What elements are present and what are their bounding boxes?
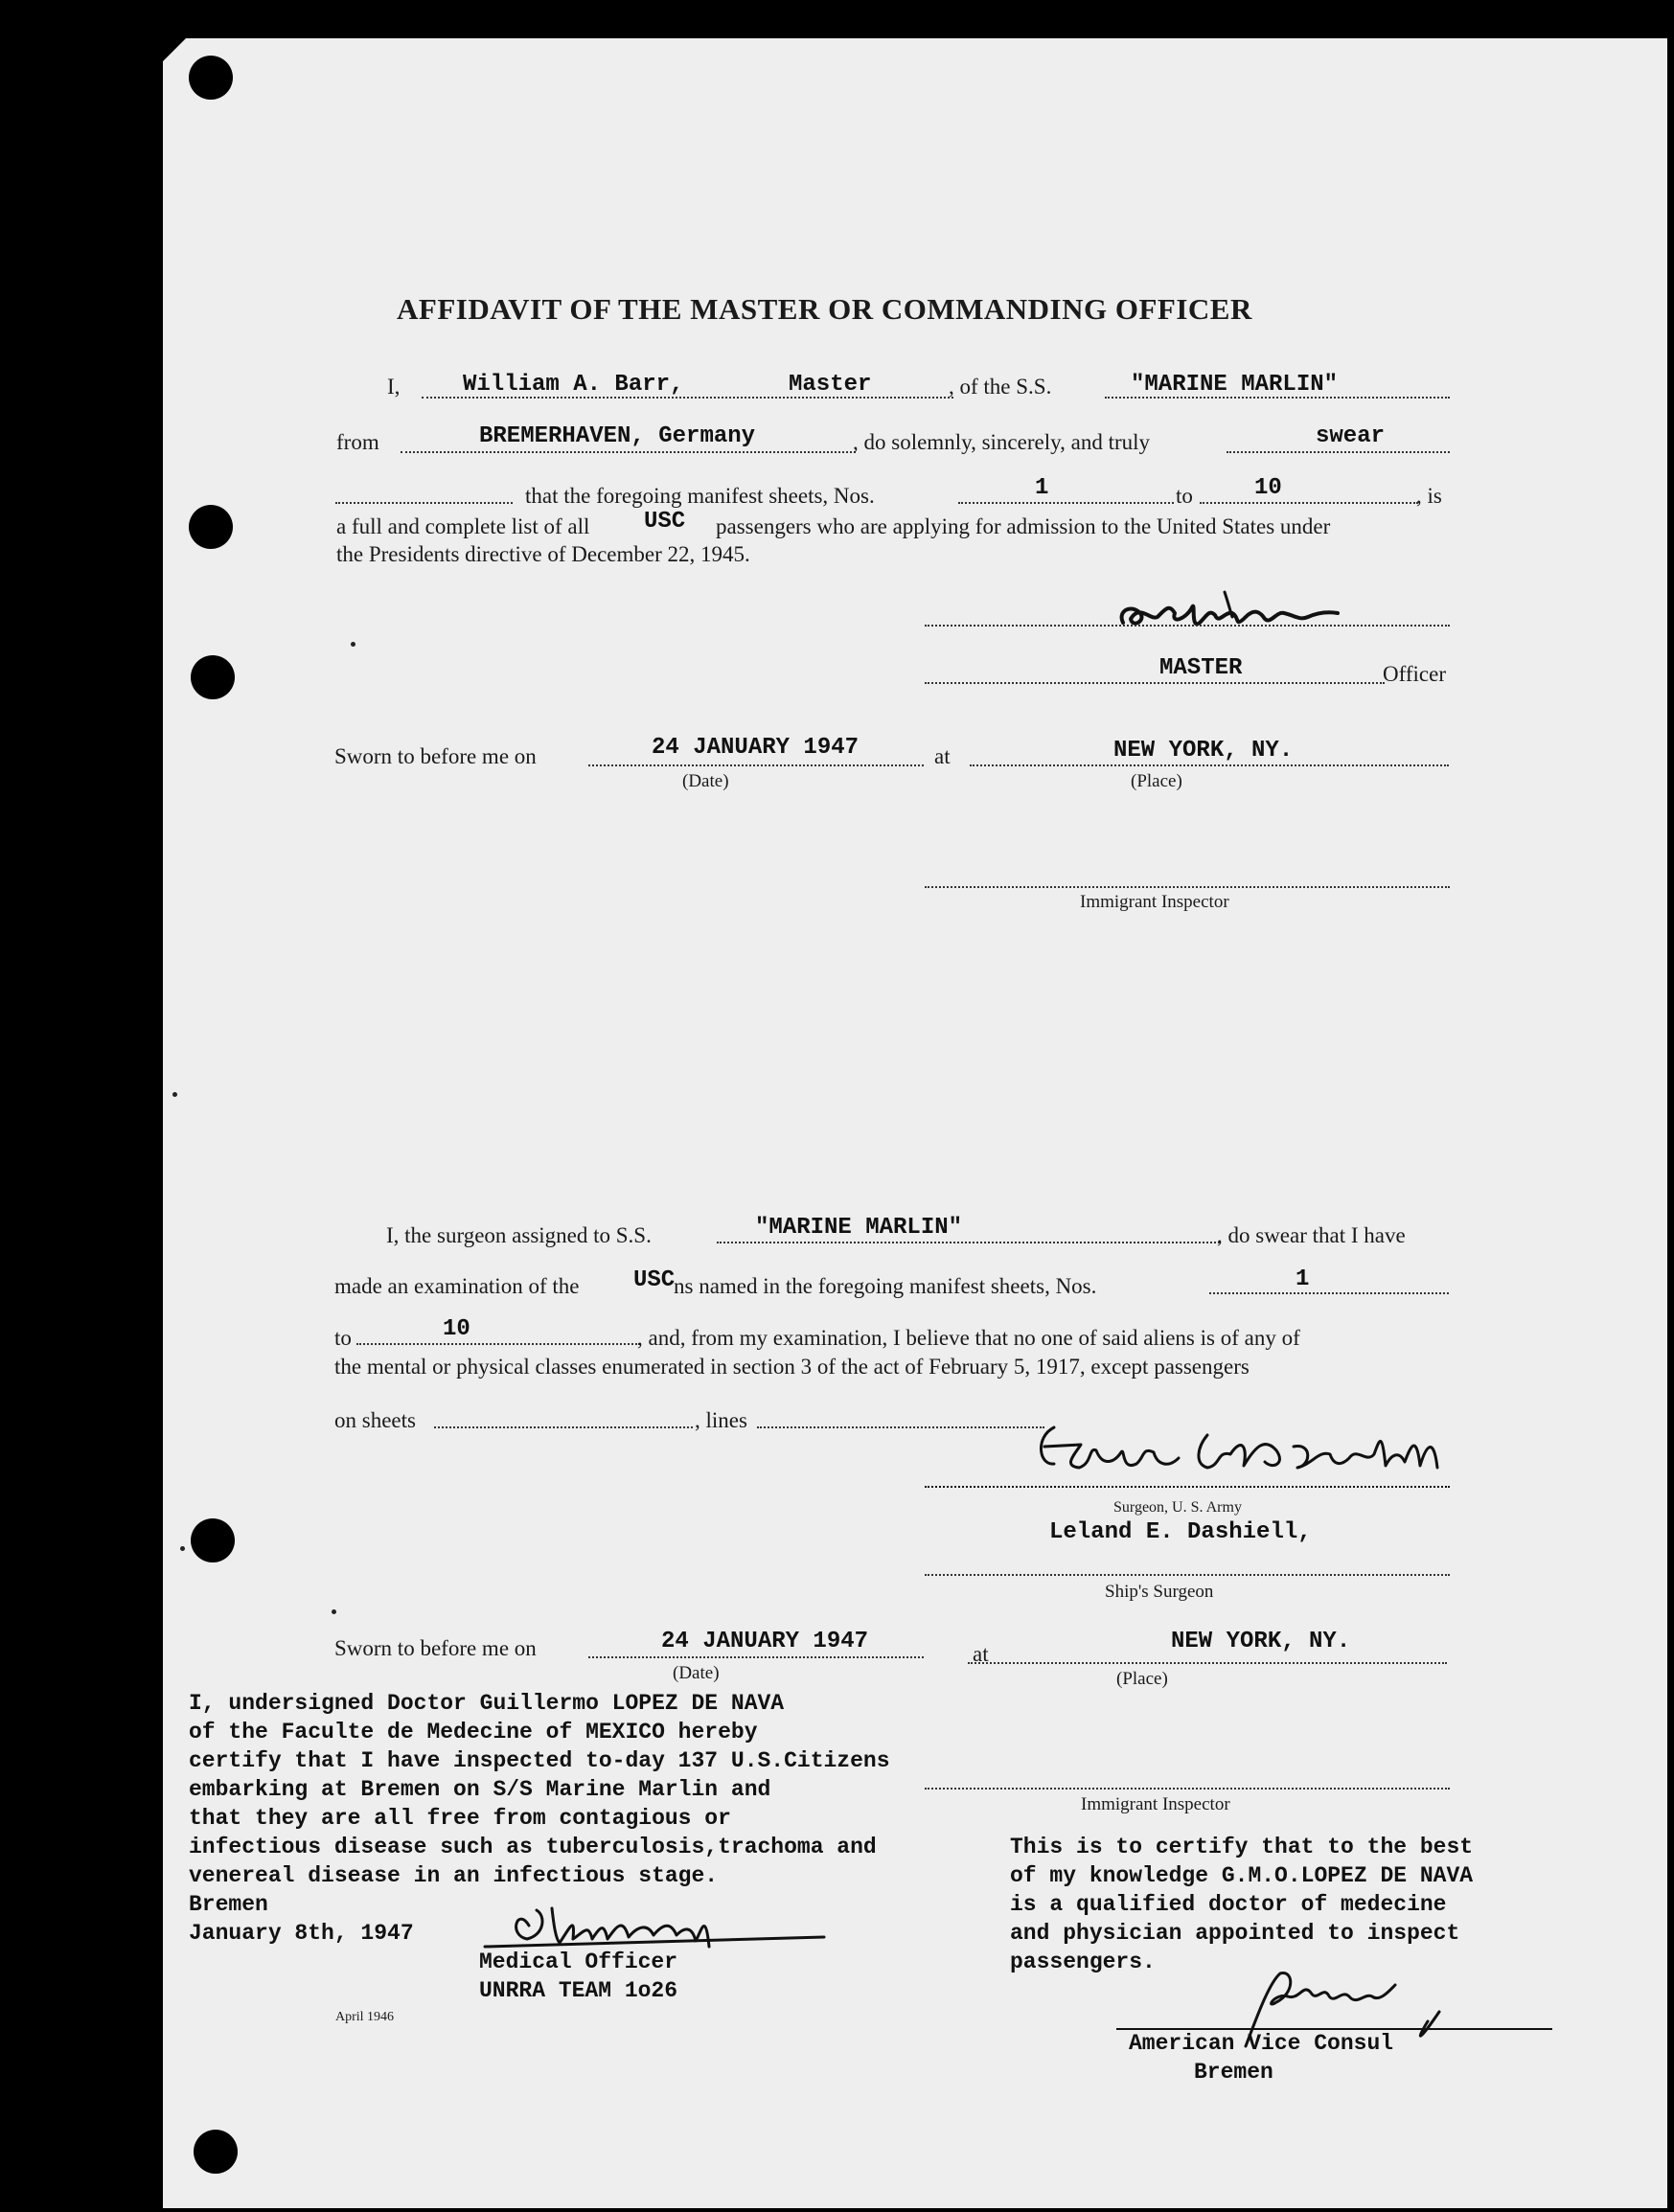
ships-surgeon-line	[925, 1574, 1450, 1576]
and-from-label: , and, from my examination, I believe that no one of said aliens is of any of	[637, 1326, 1300, 1350]
date-caption-2: (Date)	[673, 1663, 720, 1683]
ships-surgeon-caption: Ship's Surgeon	[1105, 1582, 1214, 1602]
surgeon-name: Leland E. Dashiell,	[1049, 1519, 1312, 1545]
surgeon-signature-line	[925, 1486, 1450, 1488]
master-name: William A. Barr,	[463, 372, 684, 398]
mental-line: the mental or physical classes enumerated in section 3 of the act of February 5, 1917, except passengers	[334, 1355, 1250, 1379]
punch-hole	[191, 1518, 235, 1562]
surgeon-ship-line	[717, 1242, 1220, 1243]
punch-hole	[191, 655, 235, 699]
directive-line: the Presidents directive of December 22, 1945.	[336, 542, 750, 566]
doctor-line-4: embarking at Bremen on S/S Marine Marlin and	[189, 1777, 771, 1802]
surgeon-sheet-from-line	[1209, 1292, 1449, 1294]
lines-line	[757, 1426, 1044, 1428]
examination-pre: made an examination of the	[334, 1274, 580, 1298]
at-label-2: at	[973, 1642, 989, 1666]
at-label: at	[934, 744, 951, 768]
medical-officer-title: Medical Officer	[479, 1950, 678, 1974]
surgeon-ship-name: "MARINE MARLIN"	[755, 1215, 963, 1241]
swear-line	[1227, 451, 1450, 453]
doctor-line-6: infectious disease such as tuberculosis,trachoma and	[189, 1835, 877, 1859]
do-solemnly-label: , do solemnly, sincerely, and truly	[853, 430, 1151, 454]
sworn-label: Sworn to before me on	[334, 744, 537, 768]
sheet-from-line	[958, 502, 1174, 504]
document-title: AFFIDAVIT OF THE MASTER OR COMMANDING OFFICER	[397, 292, 1252, 326]
sworn-label-2: Sworn to before me on	[334, 1636, 537, 1660]
form-date: April 1946	[335, 2010, 395, 2024]
inspector-caption: Immigrant Inspector	[1080, 892, 1229, 912]
passenger-class: USC	[644, 509, 686, 535]
full-list-post: passengers who are applying for admission to the United States under	[716, 514, 1331, 538]
of-the-ss-label: , of the S.S.	[949, 375, 1052, 399]
inspector-line	[925, 886, 1450, 888]
class-typed: USC	[633, 1267, 676, 1293]
officer-label: Officer	[1383, 662, 1446, 686]
speck	[332, 1609, 336, 1614]
sworn-date: 24 JANUARY 1947	[652, 735, 860, 761]
surgeon-signature	[1025, 1408, 1543, 1504]
sworn-date-2: 24 JANUARY 1947	[661, 1629, 869, 1654]
is-label: , is	[1416, 484, 1442, 508]
sworn-place-2: NEW YORK, NY.	[1171, 1629, 1351, 1654]
i-label: I,	[387, 375, 401, 399]
sworn-place-line-2	[968, 1662, 1447, 1664]
unrra-team: UNRRA TEAM 1o26	[479, 1978, 678, 2003]
full-list-pre: a full and complete list of all	[336, 514, 590, 538]
sheet-to: 10	[1254, 475, 1282, 501]
consul-line-2: of my knowledge G.M.O.LOPEZ DE NAVA	[1010, 1863, 1474, 1888]
punch-hole	[189, 505, 233, 549]
sworn-place: NEW YORK, NY.	[1113, 738, 1294, 764]
speck	[180, 1546, 185, 1551]
that-foregoing-label: that the foregoing manifest sheets, Nos.	[525, 484, 875, 508]
officer-title: MASTER	[1159, 655, 1243, 681]
surgeon-sheet-to: 10	[443, 1316, 470, 1342]
surgeon-sheet-from: 1	[1296, 1266, 1310, 1292]
master-signature	[1112, 575, 1428, 651]
from-place: BREMERHAVEN, Germany	[479, 423, 756, 449]
consul-line-1: This is to certify that to the best	[1010, 1835, 1474, 1859]
sheet-to-line	[1200, 502, 1418, 504]
doctor-line-2: of the Faculte de Medecine of MEXICO hereby	[189, 1720, 758, 1745]
consul-line-4: and physician appointed to inspect	[1010, 1921, 1460, 1946]
on-sheets-line	[434, 1426, 693, 1428]
doctor-line-5: that they are all free from contagious or	[189, 1806, 731, 1831]
place-caption-2: (Place)	[1116, 1669, 1168, 1689]
lines-label: , lines	[695, 1408, 747, 1432]
place-caption: (Place)	[1131, 771, 1182, 791]
sworn-date-line	[588, 764, 924, 766]
from-place-line	[401, 451, 856, 453]
blank-line	[335, 502, 513, 504]
sworn-date-line-2	[588, 1656, 924, 1658]
date-caption: (Date)	[682, 771, 729, 791]
inspector-caption-2: Immigrant Inspector	[1081, 1794, 1230, 1814]
surgeon-to-label: to	[334, 1326, 352, 1350]
surgeon-caption: Surgeon, U. S. Army	[1113, 1499, 1242, 1516]
ship-name: "MARINE MARLIN"	[1131, 372, 1339, 398]
master-rank: Master	[789, 372, 872, 398]
officer-line	[925, 682, 1385, 684]
doctor-line-7: venereal disease in an infectious stage.	[189, 1863, 719, 1888]
surgeon-intro: I, the surgeon assigned to S.S.	[386, 1223, 652, 1247]
swear-word: swear	[1316, 423, 1386, 449]
on-sheets-label: on sheets	[334, 1408, 416, 1432]
sheet-from: 1	[1035, 475, 1049, 501]
consul-line-5: passengers.	[1010, 1950, 1156, 1974]
doctor-date: January 8th, 1947	[189, 1921, 414, 1946]
speck	[351, 642, 355, 647]
punch-hole	[194, 2130, 238, 2174]
speck	[172, 1092, 177, 1097]
surgeon-sheet-to-line	[356, 1343, 640, 1345]
folded-corner	[161, 36, 188, 63]
do-swear-label: , do swear that I have	[1217, 1223, 1406, 1247]
consul-line-3: is a qualified doctor of medecine	[1010, 1892, 1447, 1917]
punch-hole	[189, 56, 233, 100]
consul-title: American Vice Consul	[1129, 2031, 1394, 2056]
doctor-line-3: certify that I have inspected to-day 137 U.S.Citizens	[189, 1748, 890, 1773]
doctor-line-8: Bremen	[189, 1892, 268, 1917]
examination-post: ns named in the foregoing manifest sheets, Nos.	[674, 1274, 1097, 1298]
to-label: to	[1176, 484, 1193, 508]
inspector-line-2	[925, 1788, 1450, 1790]
consul-place: Bremen	[1194, 2060, 1273, 2085]
master-signature-line	[925, 625, 1450, 627]
from-label: from	[336, 430, 379, 454]
sworn-place-line	[970, 764, 1449, 766]
doctor-line-1: I, undersigned Doctor Guillermo LOPEZ DE NAVA	[189, 1691, 785, 1716]
